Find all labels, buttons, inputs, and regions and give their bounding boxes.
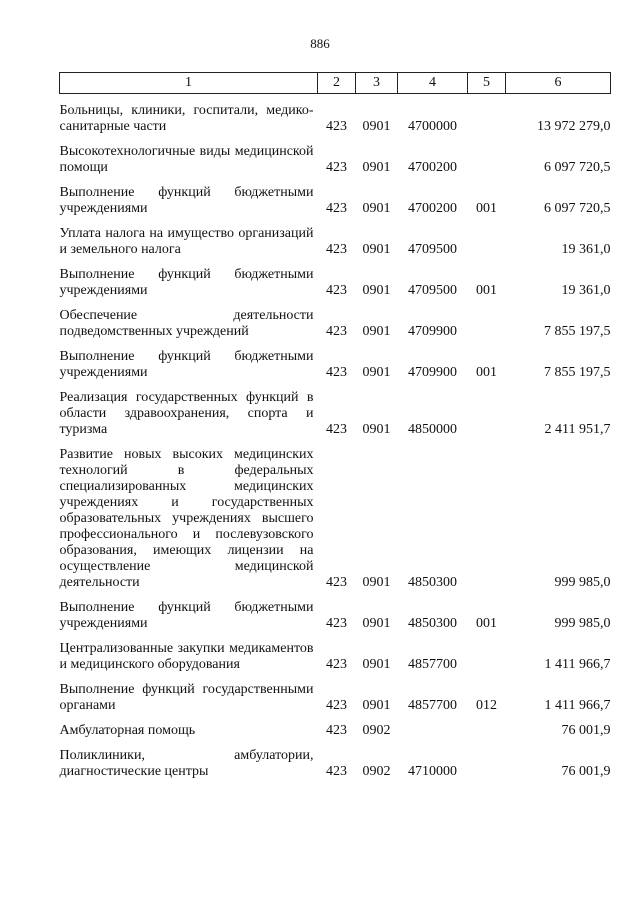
row-col-3-cell: 0901 xyxy=(362,657,391,672)
page-number: 886 xyxy=(310,36,330,51)
row-col-5-cell xyxy=(468,723,506,739)
row-name-cell: Выполнение функций государственными органами xyxy=(59,682,314,713)
row-col-5-cell xyxy=(468,308,506,340)
row-amount-cell: 6 097 720,5 xyxy=(544,201,611,216)
row-name-cell: Централизованные закупки медикаментов и медицинского оборудования xyxy=(59,641,314,672)
row-col-3-cell: 0901 xyxy=(362,160,391,175)
row-col-5-cell xyxy=(468,641,506,673)
row-col-4-cell: 4710000 xyxy=(408,764,457,779)
row-spacer xyxy=(60,632,611,641)
table-row xyxy=(60,144,611,176)
row-spacer-cell xyxy=(60,591,611,600)
row-col-5-cell xyxy=(468,390,506,438)
row-amount-cell: 1 411 966,7 xyxy=(544,698,611,713)
row-spacer-cell xyxy=(60,299,611,308)
table-row xyxy=(60,641,611,673)
row-spacer xyxy=(60,381,611,390)
row-name-cell: Реализация государственных функций в области здравоохранения, спорта и туризма xyxy=(59,390,314,437)
row-col-2-cell: 423 xyxy=(326,283,347,298)
header-col-3: 3 xyxy=(356,73,398,94)
row-col-3-cell: 0901 xyxy=(362,283,391,298)
row-col-5-cell xyxy=(468,103,506,135)
row-amount-cell: 7 855 197,5 xyxy=(544,324,611,339)
row-spacer-cell xyxy=(60,739,611,748)
header-col-6: 6 xyxy=(506,73,611,94)
table-row xyxy=(60,390,611,438)
row-col-5-cell: 012 xyxy=(476,698,497,713)
row-spacer xyxy=(60,135,611,144)
row-col-3-cell: 0902 xyxy=(362,723,391,738)
row-amount-cell: 76 001,9 xyxy=(561,764,611,779)
row-name-cell: Больницы, клиники, госпитали, медико-санитарные части xyxy=(59,103,314,134)
table-row xyxy=(60,185,611,217)
row-col-2-cell: 423 xyxy=(326,422,347,437)
row-spacer xyxy=(60,673,611,682)
row-spacer-cell xyxy=(60,381,611,390)
row-col-3-cell: 0901 xyxy=(362,201,391,216)
row-spacer xyxy=(60,739,611,748)
row-amount-cell: 1 411 966,7 xyxy=(544,657,611,672)
table-row xyxy=(60,748,611,780)
row-col-2-cell: 423 xyxy=(326,616,347,631)
row-col-4-cell: 4850300 xyxy=(408,616,457,631)
row-col-2-cell: 423 xyxy=(326,698,347,713)
row-name-cell: Выполнение функций бюджетными учреждениями xyxy=(59,267,314,298)
row-col-2-cell: 423 xyxy=(326,324,347,339)
row-amount-cell: 999 985,0 xyxy=(554,575,611,590)
row-col-3-cell: 0902 xyxy=(362,764,391,779)
row-col-2-cell: 423 xyxy=(326,764,347,779)
row-amount-cell: 999 985,0 xyxy=(554,616,611,631)
budget-table xyxy=(59,72,611,780)
header-col-2: 2 xyxy=(318,73,356,94)
table-row xyxy=(60,447,611,591)
row-amount-cell: 7 855 197,5 xyxy=(544,365,611,380)
row-spacer-cell xyxy=(60,94,611,104)
row-amount-cell: 19 361,0 xyxy=(561,242,611,257)
row-name-cell: Выполнение функций бюджетными учреждениями xyxy=(59,185,314,216)
row-col-2-cell: 423 xyxy=(326,119,347,134)
row-spacer xyxy=(60,438,611,447)
table-row xyxy=(60,103,611,135)
header-col-1: 1 xyxy=(60,73,318,94)
row-spacer-cell xyxy=(60,217,611,226)
row-spacer-cell xyxy=(60,438,611,447)
row-name-cell: Поликлиники, амбулатории, диагностические центры xyxy=(59,748,314,779)
row-spacer xyxy=(60,94,611,104)
table-row xyxy=(60,308,611,340)
row-col-4-cell: 4850300 xyxy=(408,575,457,590)
row-name-cell: Развитие новых высоких медицинских технологий в федеральных специализированных медицинских учреждениях и государственных образовательных учреждениях высшего профессионального и послевузовского образования, имеющих лицензии на осуществление медицинской деятельности xyxy=(59,447,314,590)
row-spacer-cell xyxy=(60,135,611,144)
row-spacer xyxy=(60,591,611,600)
row-col-3-cell: 0901 xyxy=(362,616,391,631)
row-name-cell: Амбулаторная помощь xyxy=(59,723,196,738)
row-col-4-cell: 4700200 xyxy=(408,201,457,216)
row-col-3-cell: 0901 xyxy=(362,575,391,590)
row-spacer xyxy=(60,714,611,723)
row-col-3-cell: 0901 xyxy=(362,365,391,380)
row-col-2-cell: 423 xyxy=(326,723,347,738)
row-col-5-cell: 001 xyxy=(476,365,497,380)
row-col-3-cell: 0901 xyxy=(362,698,391,713)
row-amount-cell: 6 097 720,5 xyxy=(544,160,611,175)
header-col-4: 4 xyxy=(398,73,468,94)
row-col-2-cell: 423 xyxy=(326,160,347,175)
table-body xyxy=(60,94,611,781)
row-spacer-cell xyxy=(60,632,611,641)
row-col-5-cell: 001 xyxy=(476,283,497,298)
header-col-5: 5 xyxy=(468,73,506,94)
row-col-5-cell xyxy=(468,226,506,258)
row-col-4-cell: 4857700 xyxy=(408,657,457,672)
row-col-3-cell: 0901 xyxy=(362,242,391,257)
row-spacer-cell xyxy=(60,673,611,682)
row-name-cell: Обеспечение деятельности подведомственных учреждений xyxy=(59,308,314,339)
row-col-5-cell: 001 xyxy=(476,616,497,631)
row-spacer xyxy=(60,258,611,267)
row-col-2-cell: 423 xyxy=(326,575,347,590)
row-col-4-cell xyxy=(398,723,468,739)
row-spacer-cell xyxy=(60,714,611,723)
row-col-3-cell: 0901 xyxy=(362,119,391,134)
row-col-4-cell: 4700000 xyxy=(408,119,457,134)
row-col-4-cell: 4709500 xyxy=(408,242,457,257)
table-row xyxy=(60,267,611,299)
row-col-2-cell: 423 xyxy=(326,242,347,257)
row-amount-cell: 2 411 951,7 xyxy=(544,422,611,437)
row-amount-cell: 13 972 279,0 xyxy=(537,119,611,134)
row-amount-cell: 76 001,9 xyxy=(561,723,611,738)
row-col-4-cell: 4857700 xyxy=(408,698,457,713)
row-col-3-cell: 0901 xyxy=(362,422,391,437)
row-spacer-cell xyxy=(60,176,611,185)
row-col-4-cell: 4709900 xyxy=(408,365,457,380)
row-col-5-cell xyxy=(468,144,506,176)
row-col-2-cell: 423 xyxy=(326,365,347,380)
row-spacer xyxy=(60,340,611,349)
row-col-4-cell: 4709500 xyxy=(408,283,457,298)
table-row xyxy=(60,723,611,739)
row-col-4-cell: 4709900 xyxy=(408,324,457,339)
table-row xyxy=(60,682,611,714)
row-spacer-cell xyxy=(60,340,611,349)
row-spacer xyxy=(60,176,611,185)
row-name-cell: Выполнение функций бюджетными учреждениями xyxy=(59,600,314,631)
row-col-2-cell: 423 xyxy=(326,657,347,672)
row-col-5-cell xyxy=(468,447,506,591)
row-spacer xyxy=(60,217,611,226)
row-col-4-cell: 4700200 xyxy=(408,160,457,175)
row-col-3-cell: 0901 xyxy=(362,324,391,339)
row-col-5-cell: 001 xyxy=(476,201,497,216)
row-col-5-cell xyxy=(468,748,506,780)
row-name-cell: Выполнение функций бюджетными учреждениями xyxy=(59,349,314,380)
row-spacer xyxy=(60,299,611,308)
row-col-4-cell: 4850000 xyxy=(408,422,457,437)
table-header xyxy=(60,73,611,94)
table-row xyxy=(60,600,611,632)
row-col-2-cell: 423 xyxy=(326,201,347,216)
row-spacer-cell xyxy=(60,258,611,267)
row-name-cell: Высокотехнологичные виды медицинской помощи xyxy=(59,144,314,175)
row-amount-cell: 19 361,0 xyxy=(561,283,611,298)
table-row xyxy=(60,226,611,258)
row-name-cell: Уплата налога на имущество организаций и земельного налога xyxy=(59,226,314,257)
table-row xyxy=(60,349,611,381)
